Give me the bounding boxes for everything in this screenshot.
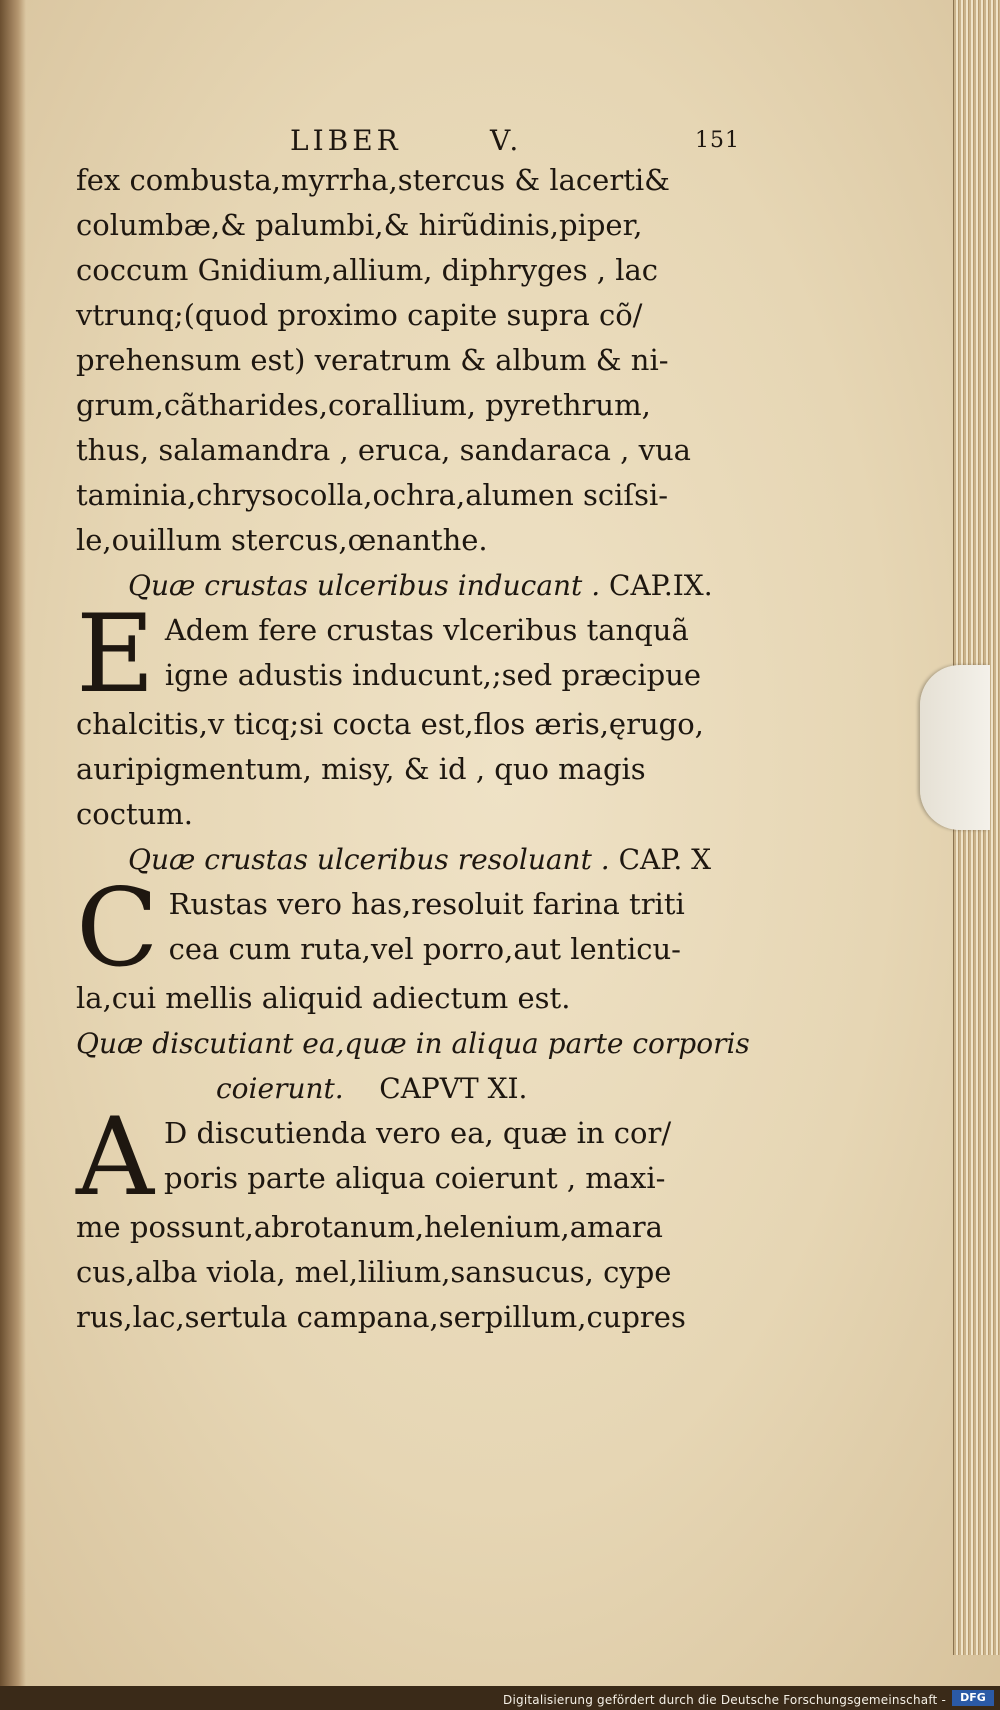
text-line: me possunt,abrotanum,helenium,amara bbox=[76, 1210, 663, 1244]
chapter-title: Quæ crustas ulceribus resoluant . bbox=[128, 843, 610, 876]
page-text bbox=[76, 158, 776, 1340]
chapter-heading-x bbox=[76, 837, 776, 882]
running-header bbox=[290, 116, 770, 156]
folio-number: 151 bbox=[695, 128, 740, 153]
chapter-title-cont: coierunt. bbox=[216, 1072, 344, 1105]
text-line: igne adustis inducunt,;sed præcipue bbox=[164, 658, 702, 692]
text-line: poris parte aliqua coierunt , maxi- bbox=[164, 1161, 666, 1195]
header-book: LIBER bbox=[290, 124, 402, 157]
bookmark-tab bbox=[920, 665, 990, 830]
drop-initial: E bbox=[76, 592, 155, 717]
text-line: cus,alba viola, mel,lilium,sansucus, cype bbox=[76, 1255, 672, 1289]
chapter-heading-ix bbox=[76, 563, 776, 608]
text-line: fex combusta,myrrha,stercus & lacerti& bbox=[76, 163, 670, 197]
text-line: chalcitis,v ticq;si cocta est,flos æris,ęrugo, bbox=[76, 707, 704, 741]
text-line: auripigmentum, misy, & id , quo magis bbox=[76, 752, 646, 786]
text-line: coctum. bbox=[76, 797, 193, 831]
book-gutter bbox=[0, 0, 26, 1710]
chapter-xi-body bbox=[76, 1095, 776, 1340]
chapter-number: CAP.IX. bbox=[609, 569, 713, 602]
dfg-logo: DFG bbox=[952, 1690, 994, 1706]
chapter-heading-xi bbox=[76, 1021, 776, 1066]
text-line: taminia,chrysocolla,ochra,alumen sciſsi- bbox=[76, 478, 669, 512]
text-line: thus, salamandra , eruca, sandaraca , vua bbox=[76, 433, 691, 467]
funding-credit: Digitalisierung gefördert durch die Deutsche Forschungsgemeinschaft - bbox=[503, 1693, 946, 1707]
text-line: vtrunq;(quod proximo capite supra cõ/ bbox=[76, 298, 643, 332]
chapter-number: CAPVT XI. bbox=[379, 1072, 528, 1105]
chapter-title: Quæ discutiant ea,quæ in aliqua parte corporis bbox=[76, 1027, 750, 1060]
text-line: le,ouillum stercus,œnanthe. bbox=[76, 523, 488, 557]
text-line: coccum Gnidium,allium, diphryges , lac bbox=[76, 253, 659, 287]
text-line: Rustas vero has,resoluit farina triti bbox=[168, 887, 685, 921]
text-line: Adem fere crustas vlceribus tanquã bbox=[164, 613, 689, 647]
chapter-title: Quæ crustas ulceribus inducant . bbox=[128, 569, 601, 602]
text-line: grum,cãtharides,corallium, pyrethrum, bbox=[76, 388, 651, 422]
chapter-x-body bbox=[76, 866, 776, 1021]
text-line: prehensum est) veratrum & album & ni- bbox=[76, 343, 669, 377]
drop-initial: A bbox=[76, 1095, 154, 1220]
drop-initial: C bbox=[76, 866, 159, 991]
text-line: columbæ,& palumbi,& hirũdinis,piper, bbox=[76, 208, 643, 242]
text-line: cea cum ruta,vel porro,aut lenticu- bbox=[168, 932, 681, 966]
chapter-heading-xi-line2 bbox=[76, 1066, 776, 1111]
chapter-ix-body bbox=[76, 592, 776, 837]
header-book-number: V. bbox=[490, 124, 523, 157]
chapter-number: CAP. X bbox=[618, 843, 712, 876]
text-line: la,cui mellis aliquid adiectum est. bbox=[76, 981, 571, 1015]
text-line: rus,lac,sertula campana,serpillum,cupres bbox=[76, 1300, 686, 1334]
digitization-footer bbox=[0, 1686, 1000, 1710]
text-line: D discutienda vero ea, quæ in cor/ bbox=[164, 1116, 672, 1150]
